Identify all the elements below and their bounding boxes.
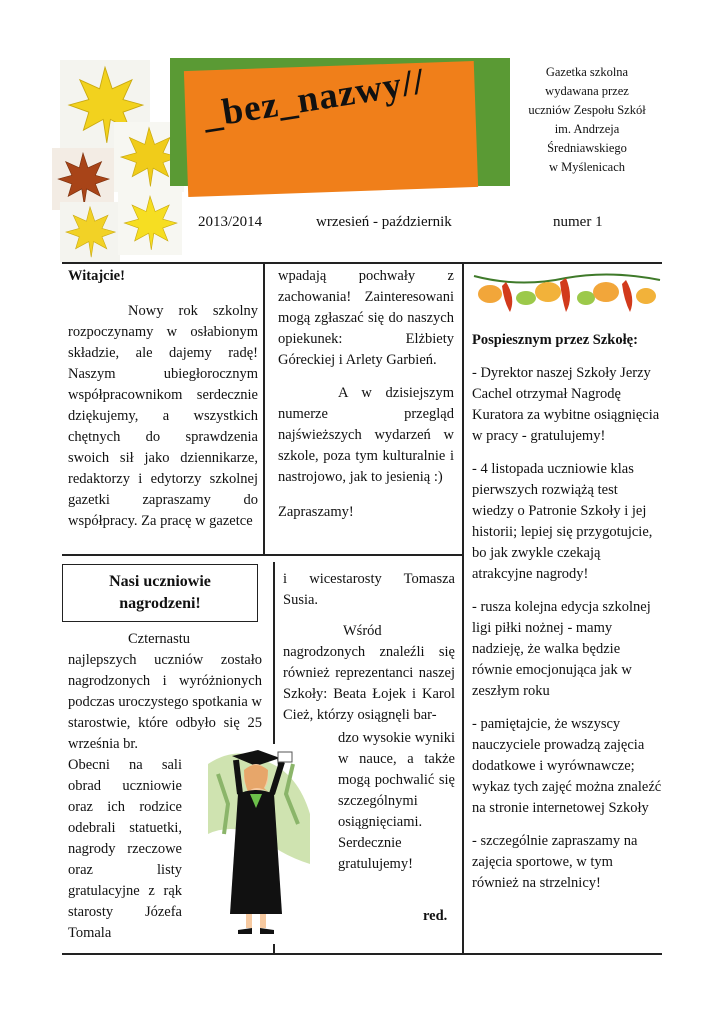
maple-leaf-icon <box>118 188 182 258</box>
welcome-article-col1 <box>68 266 258 532</box>
sidebar-item: - Dyrektor naszej Szkoły Jerzy Cachel otrzymał Nagrodę Kuratora za wybitne osiągnięcia w pracy - gratulujemy! <box>472 365 660 444</box>
issue-year: 2013/2014 <box>198 214 263 230</box>
awards-text-col1b <box>68 755 182 944</box>
welcome-closing: Zapraszamy! <box>278 504 354 520</box>
pepper-garland-icon <box>470 268 664 316</box>
divider <box>62 262 662 264</box>
awards-text-col2a <box>283 569 455 726</box>
welcome-text-3: A w dzisiejszym numerze przegląd najświeższych wydarzeń w szkole, poza tym kulturalnie i nastrojowo, jak to jesienią :) <box>278 385 454 485</box>
newspaper-title: _bez_nazwy// <box>200 60 428 137</box>
leaves-collage <box>52 60 182 260</box>
issue-months: wrzesień - październik <box>316 214 452 230</box>
sidebar-item: - pamiętajcie, że wszyscy nauczyciele prowadzą zajęcia dodatkowe i wyrównawcze; wykaz tych zajęć można znaleźć na stronie internetowej Szkoły <box>472 716 662 816</box>
awards-text-col2b <box>338 728 455 875</box>
awards-paragraph: Obecni na sali obrad uczniowie oraz ich rodzice odebrali statuetki, nagrody rzeczowe oraz listy gratulacyjne z rąk starosty Józefa Tomala <box>68 757 182 941</box>
welcome-article-col2 <box>278 266 454 523</box>
publisher-line: im. Andrzeja <box>554 122 620 136</box>
maple-leaf-icon <box>52 148 114 210</box>
graduate-icon <box>198 744 320 944</box>
awards-heading-line2: nagrodzeni! <box>119 595 201 612</box>
divider <box>263 262 265 554</box>
sidebar-item: - szczególnie zapraszamy na zajęcia sportowe, w tym również na strzelnicy! <box>472 833 638 891</box>
maple-leaf-icon <box>60 202 120 262</box>
sidebar-item: - 4 listopada uczniowie klas pierwszych rozwiążą test wiedzy o Patronie Szkoły i jej historii; lepiej się przygotujcie, bo jak zwykle czekają atrakcyjne nagrody! <box>472 461 653 582</box>
sidebar-news <box>472 330 662 906</box>
awards-paragraph: Wśród nagrodzonych znaleźli się również reprezentanci naszej Szkoły: Beata Łojek i Karol Cież, którzy osiągnęli bar- <box>283 623 455 723</box>
publisher-line: Gazetka szkolna <box>545 65 629 79</box>
publisher-info <box>512 63 662 177</box>
awards-text-col1a <box>68 629 262 755</box>
publisher-line: Średniawskiego <box>547 141 627 155</box>
awards-signature: red. <box>423 908 448 924</box>
awards-paragraph: Czternastu najlepszych uczniów zostało nagrodzonych i wyróżnionych podczas uroczystego spotkania w starostwie, które odbyło się 25 września br. <box>68 631 262 752</box>
awards-heading-box <box>62 564 258 622</box>
welcome-text-1: Nowy rok szkolny rozpoczynamy w osłabionym składzie, ale dajemy radę! Naszym ubiegłorocznym współpracownikom serdecznie dziękujemy, a wszystkich chętnych do sprawdzenia swoich sił jako dziennikarze, redaktorzy i edytorzy szkolnej gazetki zapraszamy do współpracy. Za pracę w gazetce <box>68 303 258 529</box>
welcome-text-2: wpadają pochwały z zachowania! Zainteresowani mogą zgłaszać się do naszych opiekunek: Elżbiety Góreckiej i Arlety Garbień. <box>278 268 454 368</box>
issue-number: numer 1 <box>553 214 603 230</box>
publisher-line: w Myślenicach <box>548 160 626 174</box>
awards-heading-line1: Nasi uczniowie <box>109 573 211 590</box>
awards-paragraph: i wicestarosty Tomasza Susia. <box>283 571 455 608</box>
sidebar-heading: Pospiesznym przez Szkołę: <box>472 332 638 348</box>
awards-paragraph: dzo wysokie wyniki w nauce, a także mogą pochwalić się szczególnymi osiągnięciami. Serdecznie gratulujemy! <box>338 730 455 872</box>
divider <box>462 262 464 954</box>
divider <box>62 554 462 556</box>
welcome-heading: Witajcie! <box>68 268 125 284</box>
sidebar-item: - rusza kolejna edycja szkolnej ligi piłki nożnej - mamy nadzieję, że walka będzie równie emocjonująca jak w zeszłym roku <box>472 599 651 699</box>
publisher-line: uczniów Zespołu Szkół <box>528 103 646 117</box>
publisher-line: wydawana przez <box>545 84 629 98</box>
divider <box>62 953 662 955</box>
